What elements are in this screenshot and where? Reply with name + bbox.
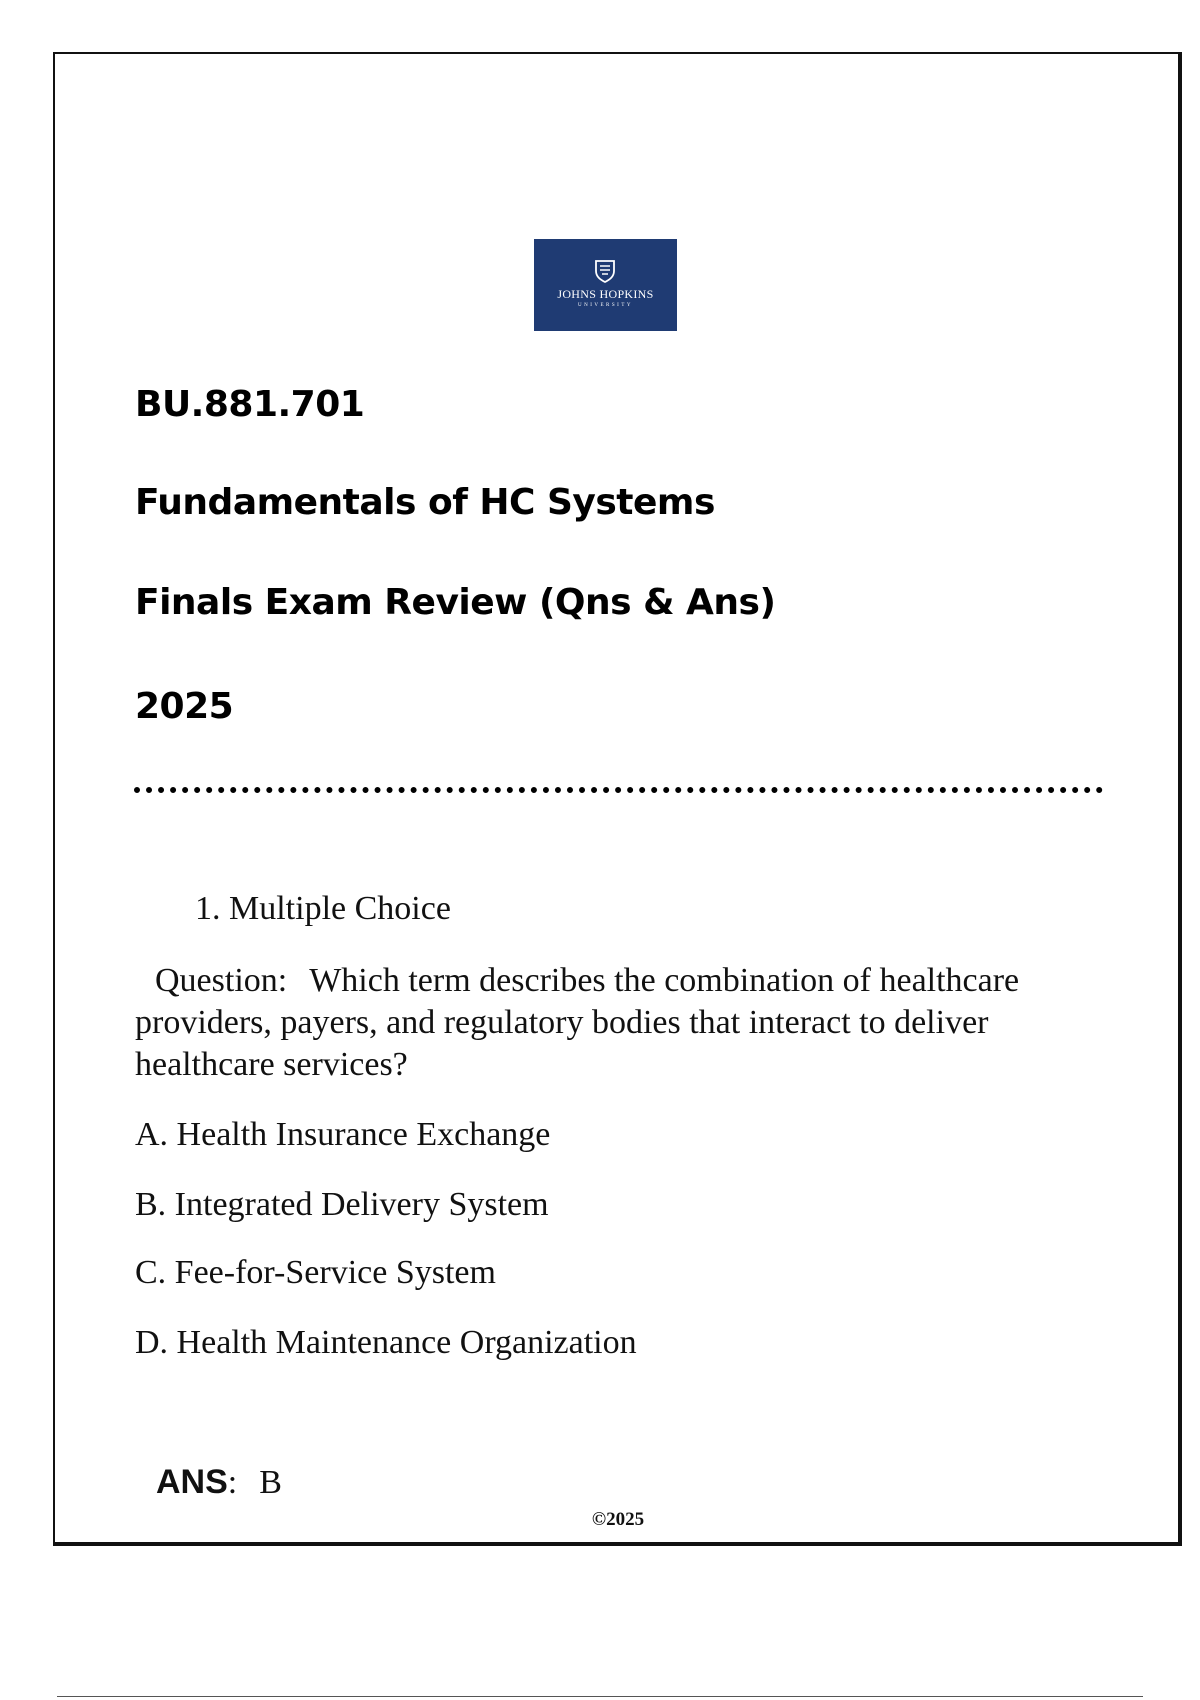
shield-icon [594, 259, 616, 283]
dotted-divider [134, 787, 1103, 793]
course-title: Fundamentals of HC Systems [135, 482, 715, 523]
answer-value: B [259, 1464, 282, 1501]
course-code: BU.881.701 [135, 384, 365, 425]
logo-wordmark: JOHNS HOPKINS [557, 287, 654, 301]
copyright-footer: ©2025 [591, 1509, 645, 1530]
option-c: C. Fee-for-Service System [135, 1254, 496, 1291]
option-d: D. Health Maintenance Organization [135, 1324, 637, 1361]
section-title: 1. Multiple Choice [195, 890, 451, 927]
logo-submark: UNIVERSITY [578, 303, 633, 308]
document-year: 2025 [135, 686, 234, 727]
answer-separator: : [227, 1464, 238, 1501]
document-title: Finals Exam Review (Qns & Ans) [135, 582, 776, 623]
university-logo [534, 239, 677, 331]
bottom-divider [57, 1696, 1143, 1697]
answer-label: ANS [156, 1463, 228, 1501]
option-b: B. Integrated Delivery System [135, 1186, 549, 1223]
question-label: Question: [155, 962, 288, 999]
question-block [135, 960, 1095, 1086]
answer-line [156, 1463, 282, 1502]
question-text: Which term describes the combination of healthcare providers, payers, and regulatory bodies that interact to deliver healthcare services? [135, 962, 1020, 1083]
option-a: A. Health Insurance Exchange [135, 1116, 551, 1153]
